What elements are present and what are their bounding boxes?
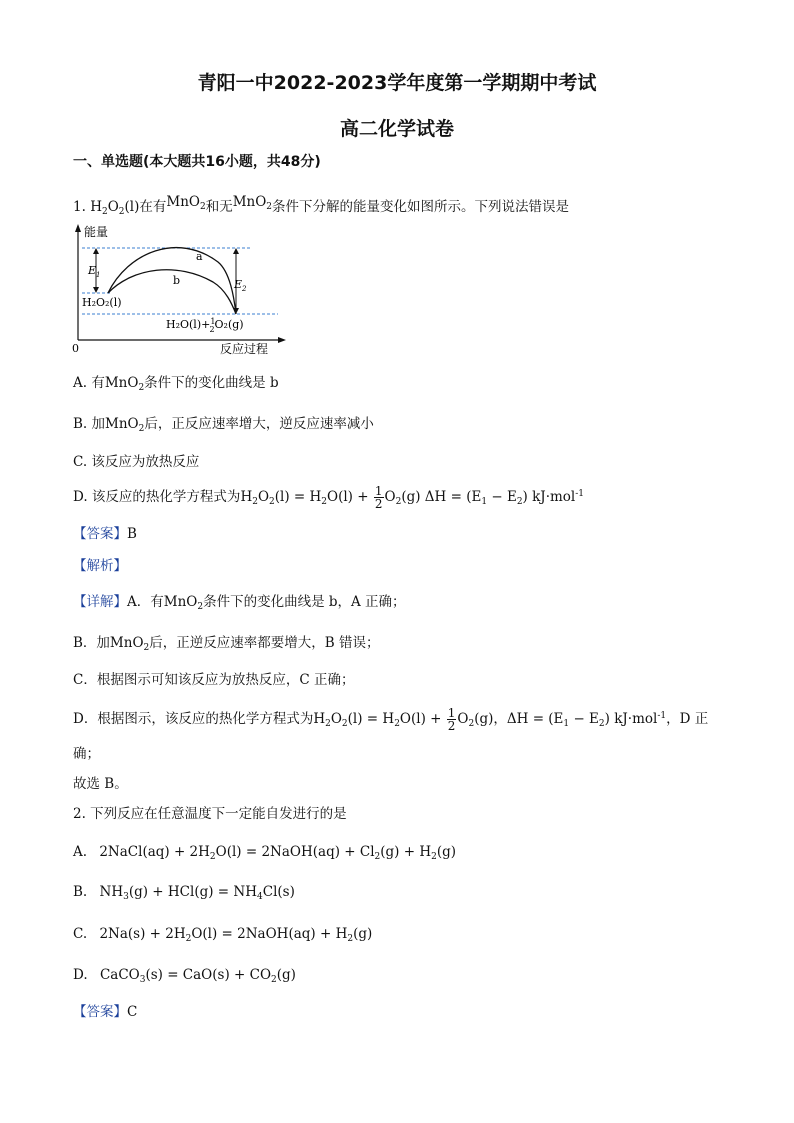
reactant-label: H₂O₂(l) [82, 296, 122, 309]
origin-label: 0 [72, 342, 79, 355]
h2o2-formula: $H_2O_2(l)$ [90, 199, 140, 217]
q1-analysis-tag: 【解析】 [73, 558, 127, 574]
exam-title: 青阳一中2022-2023学年度第一学期期中考试 [197, 72, 597, 94]
e1-label: $E_1$ [88, 264, 101, 279]
energy-diagram [68, 222, 288, 357]
section-heading: 一、单选题(本大题共16小题，共48分) [73, 154, 321, 170]
curve-b [108, 270, 236, 314]
q2-option-c: C. $2Na(s) + 2H_2O(l)$ = 2NaOH(aq) + $H_2(g)$ [73, 926, 373, 944]
q1-conclusion: 故选 B。 [73, 776, 128, 792]
q1-detail-a: 【详解】A．有MnO$_2$条件下的变化曲线是 b，A 正确； [73, 594, 406, 612]
curve-a [108, 248, 236, 314]
q1-detail-b: B．加MnO$_2$后，正逆反应速率都要增大，B 错误； [73, 635, 380, 653]
q2-option-b: B. $NH_3(g) + HCl(g) = NH_4Cl(s)$ [73, 884, 295, 902]
q1-stem: 1. $H_2O_2(l)$在有MnO$_2$和无MnO$_2$条件下分解的能量变化如图所示。下列说法错误是 [73, 194, 570, 217]
e2-label: $E_2$ [234, 278, 247, 293]
q1-answer: 【答案】B [73, 526, 137, 542]
q2-option-a: A. 2NaCl(aq) + $2H_2O(l)$ = 2NaOH(aq) + $Cl_2(g) + H_2(g)$ [73, 844, 457, 862]
q1-detail-c: C．根据图示可知该反应为放热反应，C 正确； [73, 672, 355, 688]
curve-a-label: a [196, 250, 203, 263]
q1-detail-d-cont: 确； [73, 746, 100, 762]
q1-option-b: B. 加MnO$_2$后，正反应速率增大，逆反应速率减小 [73, 416, 374, 434]
curve-b-label: b [173, 274, 181, 287]
product-label: H₂O(l)+$^1$ 2O₂(g) [166, 317, 244, 334]
exam-subtitle: 高二化学试卷 [339, 118, 454, 140]
q1-option-d: D. 该反应的热化学方程式为$H_2O_2(l) = H_2O(l)$ + $\frac{1}{2}$ $O_2(g) \Delta H = (E_1 - E_2)$ kJ·mol$^{-1}$ [73, 484, 585, 511]
q1-option-a: A. 有MnO$_2$条件下的变化曲线是 b [73, 375, 279, 393]
q1-detail-d: D．根据图示，该反应的热化学方程式为$H_2O_2(l) = H_2O(l)$ + $\frac{1}{2}$ $O_2(g)$，$\Delta H = (E_1 - E_2)$ kJ·mol$^{-1}$，D 正 [73, 706, 709, 733]
q2-answer: 【答案】C [73, 1004, 138, 1020]
x-axis-label: 反应过程 [220, 342, 269, 356]
q2-option-d: D. CaCO$_3$(s) = $CaO(s) + CO_2(g)$ [73, 967, 296, 985]
q1-option-c: C. 该反应为放热反应 [73, 454, 200, 470]
y-axis-label: 能量 [84, 225, 109, 239]
q2-stem: 2. 下列反应在任意温度下一定能自发进行的是 [73, 806, 347, 822]
